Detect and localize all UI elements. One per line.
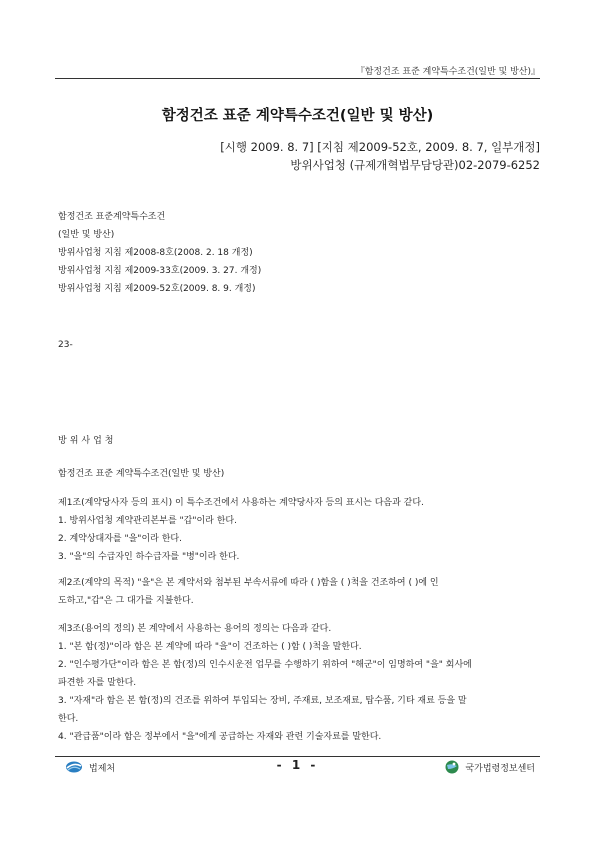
history-line: 방위사업청 지침 제2008-8호(2008. 2. 18 개정) [58,248,253,258]
globe-logo-icon [445,760,459,774]
article-item: 파견한 자를 말한다. [58,678,137,688]
enforcement-info: [시행 2009. 8. 7] [지침 제2009-52호, 2009. 8. 7, 일부개정] [220,140,540,154]
article-2 [58,574,541,610]
history-line: 함정건조 표준계약특수조건 [58,212,166,222]
article-1 [58,494,541,566]
article-heading: 제1조(계약당사자 등의 표시) 이 특수조건에서 사용하는 계약당사자 등의 표시는 다음과 같다. [58,498,424,508]
article-item: 3. "을"의 수급자인 하수급자를 "병"이라 한다. [58,552,240,562]
page-number: - 1 - [276,758,319,772]
footer-right [445,760,535,774]
article-item: 한다. [58,714,79,724]
revision-history [58,208,261,298]
agency-name: 방위사업청 [58,436,117,446]
top-divider [55,78,540,79]
document-title: 함정건조 표준 계약특수조건(일반 및 방산) [161,108,434,124]
history-line: 방위사업청 지침 제2009-33호(2009. 3. 27. 개정) [58,266,262,276]
history-line: (일반 및 방산) [58,230,115,240]
page-mark: 23- [58,340,73,350]
article-item: 1. "본 함(정)"이라 함은 본 계약에 따라 "을"이 건조하는 ( )함 ( )척을 말한다. [58,642,362,652]
article-item: 4. "관급품"이라 함은 정부에서 "을"에게 공급하는 자재와 관련 기술자료를 말한다. [58,732,382,742]
running-header: 『함정건조 표준 계약특수조건(일반 및 방산)』 [355,67,540,77]
footer-left-label: 법제처 [89,763,116,774]
article-text: 도하고,"갑"은 그 대가를 지불한다. [58,596,194,606]
article-item: 2. "인수평가단"이라 함은 본 함(정)의 인수시운전 업무를 수행하기 위하여 "해군"이 임명하여 "을" 회사에 [58,660,472,670]
article-item: 2. 계약상대자를 "을"이라 한다. [58,534,182,544]
footer-right-label: 국가법령정보센터 [465,763,535,774]
article-item: 3. "자재"라 함은 본 함(정)의 건조를 위하여 투입되는 장비, 주재료, 보조재료, 탑수품, 기타 재료 등을 말 [58,696,467,706]
document-subtitle: 함정건조 표준 계약특수조건(일반 및 방산) [58,469,225,479]
history-line: 방위사업청 지침 제2009-52호(2009. 8. 9. 개정) [58,284,256,294]
article-heading: 제3조(용어의 정의) 본 계약에서 사용하는 용어의 정의는 다음과 같다. [58,624,332,634]
article-item: 1. 방위사업청 계약관리본부를 "갑"이라 한다. [58,516,237,526]
article-3 [58,620,541,746]
footer-divider [55,756,540,757]
department-info: 방위사업청 (규제개혁법무담당관)02-2079-6252 [290,158,540,172]
article-heading: 제2조(계약의 목적) "을"은 본 계약서와 첨부된 부속서류에 따라 ( )함을 ( )척을 건조하여 ( )에 인 [58,578,439,588]
